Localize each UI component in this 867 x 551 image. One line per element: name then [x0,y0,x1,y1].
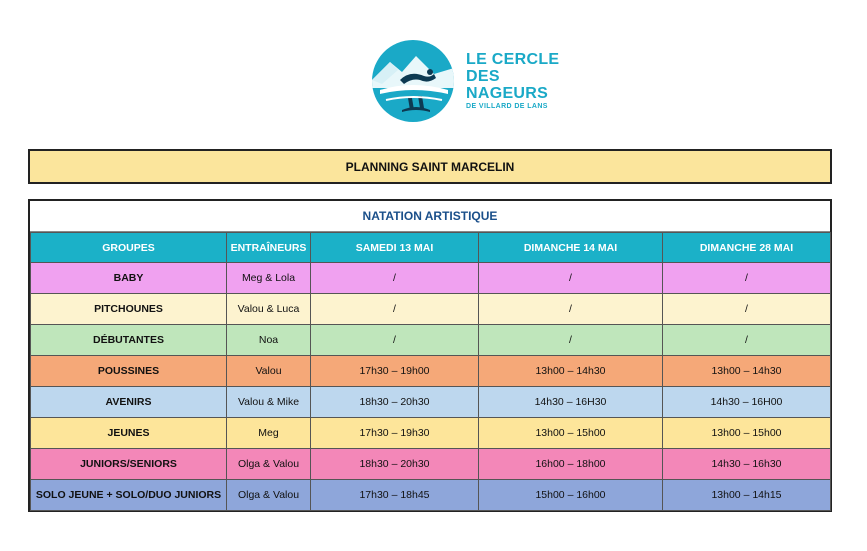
saturday-13-cell: 17h30 – 18h45 [311,480,479,511]
sunday-14-cell: 13h00 – 14h30 [479,356,663,387]
group-cell: DÉBUTANTES [31,325,227,356]
saturday-13-cell: / [311,325,479,356]
planning-banner [28,149,832,184]
sunday-14-cell: 14h30 – 16H30 [479,387,663,418]
table-row [31,480,831,511]
coaches-cell: Olga & Valou [227,480,311,511]
saturday-13-cell: 18h30 – 20h30 [311,387,479,418]
sunday-28-cell: 13h00 – 15h00 [663,418,831,449]
section-title: NATATION ARTISTIQUE [30,201,830,232]
sunday-14-cell: / [479,294,663,325]
group-cell: SOLO JEUNE + SOLO/DUO JUNIORS [31,480,227,511]
coaches-cell: Valou & Mike [227,387,311,418]
header-samedi-13: SAMEDI 13 MAI [311,233,479,263]
coaches-cell: Noa [227,325,311,356]
table-header-row [31,233,831,263]
sunday-14-cell: / [479,263,663,294]
planning-title: PLANNING SAINT MARCELIN [345,159,515,174]
sunday-28-cell: 14h30 – 16h30 [663,449,831,480]
table-row [31,263,831,294]
logo-wordmark [466,51,582,112]
saturday-13-cell: / [311,263,479,294]
coaches-cell: Valou [227,356,311,387]
saturday-13-cell: 18h30 – 20h30 [311,449,479,480]
sunday-28-cell: / [663,294,831,325]
group-cell: AVENIRS [31,387,227,418]
header-dimanche-14: DIMANCHE 14 MAI [479,233,663,263]
group-cell: JUNIORS/SENIORS [31,449,227,480]
group-cell: POUSSINES [31,356,227,387]
table-row [31,356,831,387]
sunday-28-cell: 13h00 – 14h30 [663,356,831,387]
sunday-14-cell: 13h00 – 15h00 [479,418,663,449]
coaches-cell: Meg [227,418,311,449]
coaches-cell: Olga & Valou [227,449,311,480]
sunday-28-cell: 14h30 – 16H00 [663,387,831,418]
table-row [31,294,831,325]
club-logo [372,40,582,122]
coaches-cell: Meg & Lola [227,263,311,294]
swimmer-logo-icon [372,40,454,122]
group-cell: BABY [31,263,227,294]
sunday-14-cell: 16h00 – 18h00 [479,449,663,480]
logo-line1: LE CERCLE [466,51,560,68]
sunday-14-cell: / [479,325,663,356]
header-entraineurs: ENTRAÎNEURS [227,233,311,263]
saturday-13-cell: 17h30 – 19h00 [311,356,479,387]
table-row [31,325,831,356]
header-groupes: GROUPES [31,233,227,263]
schedule-section [28,199,832,512]
sunday-28-cell: / [663,263,831,294]
group-cell: PITCHOUNES [31,294,227,325]
logo-line3: DE VILLARD DE LANS [466,103,548,110]
sunday-28-cell: 13h00 – 14h15 [663,480,831,511]
group-cell: JEUNES [31,418,227,449]
logo-line2: DES NAGEURS [466,68,549,102]
schedule-table [30,232,831,511]
saturday-13-cell: / [311,294,479,325]
saturday-13-cell: 17h30 – 19h30 [311,418,479,449]
sunday-14-cell: 15h00 – 16h00 [479,480,663,511]
table-row [31,387,831,418]
sunday-28-cell: / [663,325,831,356]
header-dimanche-28: DIMANCHE 28 MAI [663,233,831,263]
table-row [31,449,831,480]
coaches-cell: Valou & Luca [227,294,311,325]
table-row [31,418,831,449]
